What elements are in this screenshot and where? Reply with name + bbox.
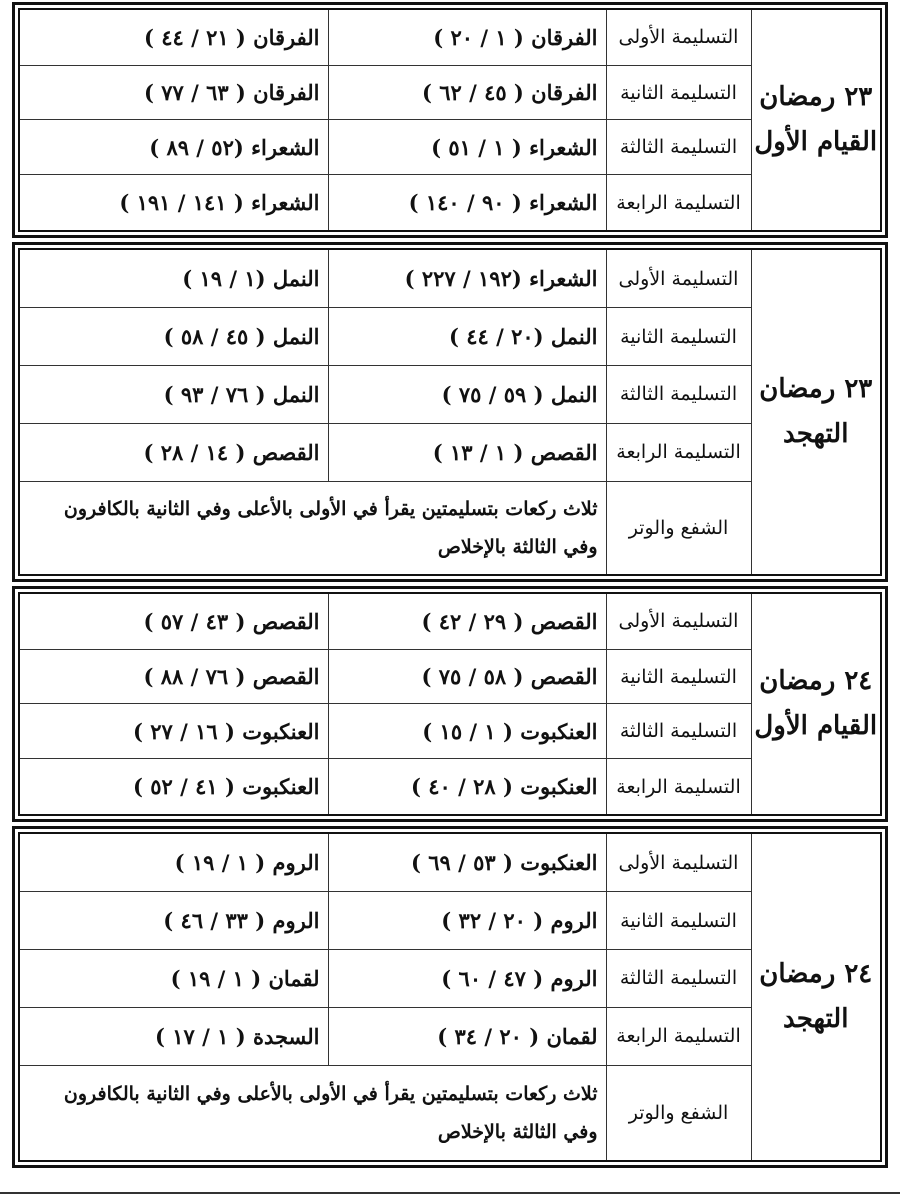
reading-first-half: العنكبوت ( ١ / ١٥ ) [328,704,606,759]
taslima-label: التسليمة الأولى [606,593,751,649]
session-label: القيام الأول [754,127,878,157]
table-row [19,9,881,65]
schedule-table [18,592,882,816]
reading-second-half: لقمان ( ١ / ١٩ ) [19,950,328,1008]
reading-second-half: النمل ( ٤٥ / ٥٨ ) [19,308,328,366]
reading-second-half: القصص ( ٤٣ / ٥٧ ) [19,593,328,649]
schedule-block-23-qiyam [12,2,888,238]
taslima-label: التسليمة الأولى [606,9,751,65]
taslima-label: التسليمة الثانية [606,308,751,366]
reading-first-half: النمل (٢٠ / ٤٤ ) [328,308,606,366]
reading-second-half: السجدة ( ١ / ١٧ ) [19,1007,328,1065]
taslima-label: التسليمة الأولى [606,249,751,308]
day-cell [751,833,881,1161]
taslima-label: التسليمة الثالثة [606,950,751,1008]
reading-first-half: القصص ( ٥٨ / ٧٥ ) [328,649,606,704]
taslima-label: التسليمة الثانية [606,649,751,704]
taslima-label: التسليمة الثالثة [606,366,751,424]
reading-first-half: العنكبوت ( ٢٨ / ٤٠ ) [328,759,606,815]
reading-second-half: القصص ( ٧٦ / ٨٨ ) [19,649,328,704]
day-label: ٢٣ رمضان [759,81,873,112]
reading-first-half: الفرقان ( ٤٥ / ٦٢ ) [328,65,606,120]
taslima-label: التسليمة الرابعة [606,175,751,231]
witr-label: الشفع والوتر [606,481,751,575]
reading-first-half: الفرقان ( ١ / ٢٠ ) [328,9,606,65]
day-cell [751,249,881,575]
reading-second-half: الشعراء ( ١٤١ / ١٩١ ) [19,175,328,231]
taslima-label: التسليمة الثانية [606,892,751,950]
reading-first-half: الشعراء (١٩٢ / ٢٢٧ ) [328,249,606,308]
reading-second-half: النمل (١ / ١٩ ) [19,249,328,308]
reading-second-half: العنكبوت ( ٤١ / ٥٢ ) [19,759,328,815]
reading-first-half: لقمان ( ٢٠ / ٣٤ ) [328,1007,606,1065]
taslima-label: التسليمة الرابعة [606,423,751,481]
witr-description: ثلاث ركعات بتسليمتين يقرأ في الأولى بالأعلى وفي الثانية بالكافرون وفي الثالثة بالإخلاص [19,1065,606,1161]
schedule-table [18,8,882,232]
table-row [19,593,881,649]
day-cell [751,593,881,815]
reading-second-half: الفرقان ( ٦٣ / ٧٧ ) [19,65,328,120]
schedule-block-24-tahajjud [12,826,888,1168]
session-label: التهجد [783,419,849,449]
reading-first-half: القصص ( ٢٩ / ٤٢ ) [328,593,606,649]
session-label: التهجد [783,1004,849,1034]
reading-second-half: الروم ( ١ / ١٩ ) [19,833,328,892]
reading-second-half: الروم ( ٣٣ / ٤٦ ) [19,892,328,950]
reading-first-half: الروم ( ٢٠ / ٣٢ ) [328,892,606,950]
day-label: ٢٤ رمضان [759,958,873,989]
schedule-table [18,832,882,1162]
session-label: القيام الأول [754,711,878,741]
reading-second-half: العنكبوت ( ١٦ / ٢٧ ) [19,704,328,759]
taslima-label: التسليمة الثالثة [606,120,751,175]
day-label: ٢٣ رمضان [759,373,873,404]
witr-label: الشفع والوتر [606,1065,751,1161]
reading-second-half: الشعراء (٥٢ / ٨٩ ) [19,120,328,175]
schedule-block-24-qiyam [12,586,888,822]
reading-second-half: النمل ( ٧٦ / ٩٣ ) [19,366,328,424]
reading-first-half: القصص ( ١ / ١٣ ) [328,423,606,481]
day-label: ٢٤ رمضان [759,665,873,696]
day-cell [751,9,881,231]
taslima-label: التسليمة الرابعة [606,1007,751,1065]
reading-first-half: الشعراء ( ١ / ٥١ ) [328,120,606,175]
taslima-label: التسليمة الثالثة [606,704,751,759]
reading-first-half: الشعراء ( ٩٠ / ١٤٠ ) [328,175,606,231]
table-row [19,833,881,892]
reading-first-half: النمل ( ٥٩ / ٧٥ ) [328,366,606,424]
table-row [19,249,881,308]
schedule-block-23-tahajjud [12,242,888,582]
reading-second-half: الفرقان ( ٢١ / ٤٤ ) [19,9,328,65]
reading-second-half: القصص ( ١٤ / ٢٨ ) [19,423,328,481]
reading-first-half: الروم ( ٤٧ / ٦٠ ) [328,950,606,1008]
schedule-table [18,248,882,576]
taslima-label: التسليمة الرابعة [606,759,751,815]
bottom-divider [0,1192,900,1194]
taslima-label: التسليمة الأولى [606,833,751,892]
witr-description: ثلاث ركعات بتسليمتين يقرأ في الأولى بالأعلى وفي الثانية بالكافرون وفي الثالثة بالإخلاص [19,481,606,575]
reading-first-half: العنكبوت ( ٥٣ / ٦٩ ) [328,833,606,892]
taslima-label: التسليمة الثانية [606,65,751,120]
